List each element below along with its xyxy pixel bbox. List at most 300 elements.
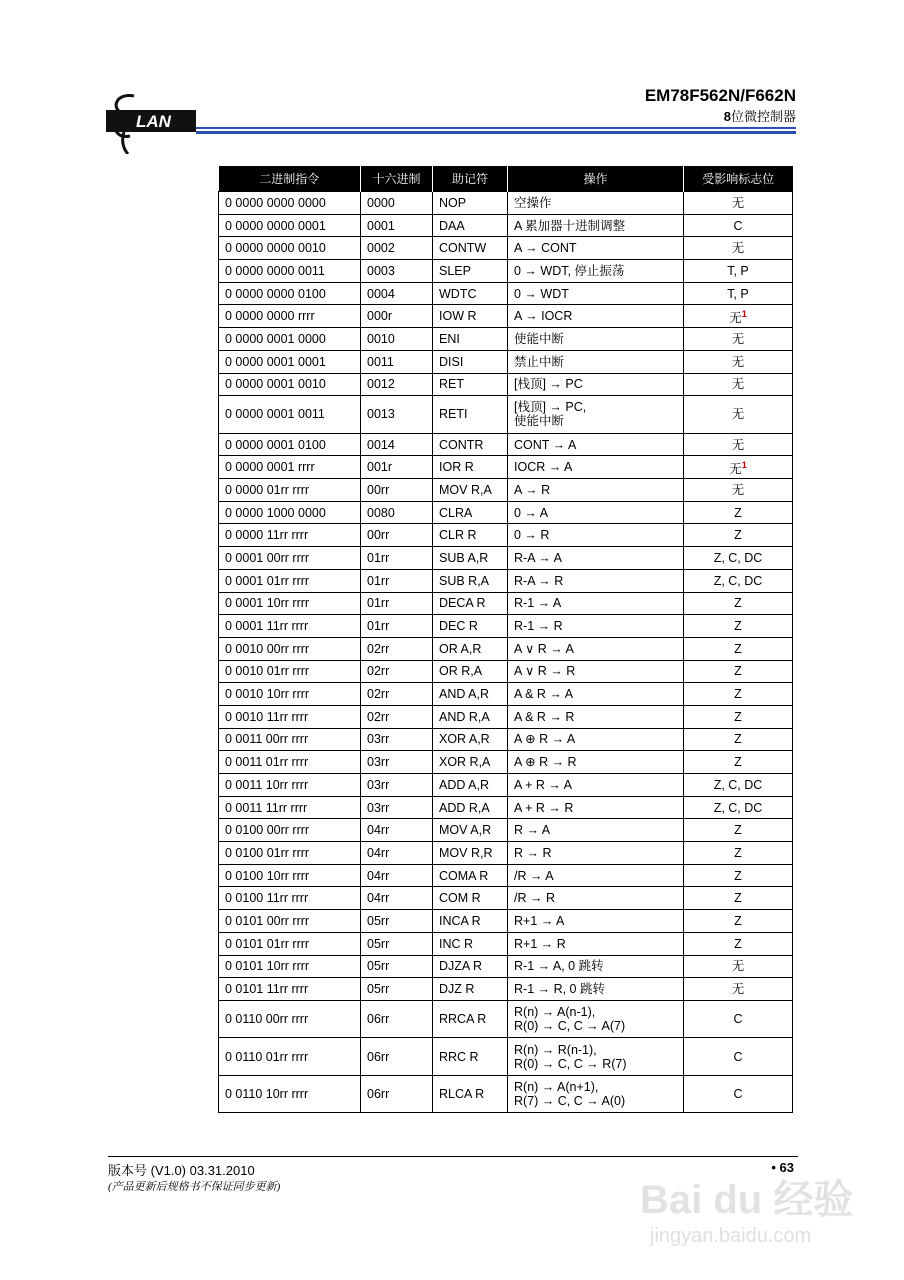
mnemonic-cell (433, 396, 508, 434)
mnemonic-cell (433, 774, 508, 797)
flags-cell-text: Z, C, DC (713, 550, 763, 565)
operation-cell-text: [栈顶] → PC, 使能中断 (514, 400, 587, 429)
update-note: (产品更新后规格书不保证同步更新) (108, 1181, 281, 1193)
operation-cell (508, 373, 684, 396)
binary-cell (219, 615, 361, 638)
hex-cell (361, 433, 433, 456)
mnemonic-cell (433, 260, 508, 283)
mnemonic-cell (433, 524, 508, 547)
flags-cell-text: Z (734, 528, 742, 543)
table-row (219, 864, 793, 887)
binary-cell (219, 887, 361, 910)
hex-cell (361, 637, 433, 660)
mnemonic-cell-text: IOR R (439, 460, 474, 475)
mnemonic-cell-text: COMA R (439, 868, 489, 883)
operation-cell-text: A ⊕ R → R (514, 755, 577, 770)
flags-cell-text: C (733, 218, 743, 233)
hex-cell-text: 05rr (367, 982, 390, 997)
operation-cell (508, 728, 684, 751)
flags-cell (684, 796, 793, 819)
mnemonic-cell (433, 328, 508, 351)
hex-cell (361, 456, 433, 479)
operation-cell (508, 328, 684, 351)
svg-text:LAN: LAN (136, 112, 171, 131)
binary-cell (219, 456, 361, 479)
binary-cell-text: 0 0100 01rr rrrr (225, 845, 310, 860)
flags-cell (684, 683, 793, 706)
binary-cell-text: 0 0101 11rr rrrr (225, 982, 309, 997)
binary-cell-text: 0 0000 11rr rrrr (225, 528, 309, 543)
operation-cell (508, 237, 684, 260)
operation-cell-text: R-1 → A, 0 跳转 (514, 959, 604, 974)
binary-cell-text: 0 0110 01rr rrrr (225, 1049, 309, 1064)
table-row (219, 932, 793, 955)
page-number: • 63 (771, 1160, 794, 1175)
flags-cell (684, 350, 793, 373)
operation-cell-text: 0 → R (514, 528, 550, 543)
operation-cell-text: A ∨ R → A (514, 641, 574, 656)
hex-cell (361, 1038, 433, 1076)
hex-cell-text: 02rr (367, 709, 390, 724)
flags-cell-text: 无 (731, 354, 745, 369)
binary-cell (219, 1075, 361, 1113)
flags-cell (684, 728, 793, 751)
header-rule (196, 127, 796, 129)
binary-cell (219, 501, 361, 524)
col-mnemonic: 助记符 (433, 166, 508, 192)
hex-cell (361, 705, 433, 728)
operation-cell-text: R → R (514, 845, 552, 860)
operation-cell (508, 842, 684, 865)
operation-cell (508, 660, 684, 683)
table-row (219, 978, 793, 1001)
binary-cell-text: 0 0010 00rr rrrr (225, 641, 310, 656)
hex-cell-text: 01rr (367, 573, 390, 588)
doc-subtitle (724, 106, 796, 125)
flags-cell (684, 305, 793, 328)
flags-cell (684, 615, 793, 638)
flags-cell (684, 373, 793, 396)
hex-cell-text: 0001 (367, 218, 395, 233)
table-row (219, 396, 793, 434)
flags-cell (684, 260, 793, 283)
flags-cell (684, 328, 793, 351)
binary-cell-text: 0 0000 0000 0100 (225, 286, 326, 301)
operation-cell (508, 501, 684, 524)
version-text: 版本号 (V1.0) 03.31.2010 (108, 1163, 255, 1178)
flags-cell (684, 237, 793, 260)
mnemonic-cell (433, 479, 508, 502)
binary-cell-text: 0 0000 0000 0011 (225, 263, 325, 278)
table-row (219, 887, 793, 910)
flags-cell-text: 无 (731, 377, 745, 392)
watermark-brand: Bai du 经验 (640, 1178, 854, 1222)
mnemonic-cell (433, 214, 508, 237)
table-row (219, 524, 793, 547)
col-hex: 十六进制 (361, 166, 433, 192)
flags-cell (684, 501, 793, 524)
binary-cell (219, 373, 361, 396)
mnemonic-cell (433, 660, 508, 683)
mnemonic-cell (433, 978, 508, 1001)
mnemonic-cell-text: MOV R,R (439, 845, 493, 860)
binary-cell-text: 0 0010 11rr rrrr (225, 709, 309, 724)
mnemonic-cell (433, 637, 508, 660)
flags-cell-text: C (733, 1012, 743, 1027)
flags-cell (684, 214, 793, 237)
binary-cell (219, 955, 361, 978)
table-row (219, 1075, 793, 1113)
table-row (219, 433, 793, 456)
hex-cell-text: 04rr (367, 868, 390, 883)
flags-cell-text: Z, C, DC (713, 777, 763, 792)
binary-cell-text: 0 0100 11rr rrrr (225, 891, 309, 906)
operation-cell-text: A & R → R (514, 709, 575, 724)
mnemonic-cell-text: INCA R (439, 913, 481, 928)
hex-cell-text: 03rr (367, 777, 390, 792)
col-binary: 二进制指令 (219, 166, 361, 192)
hex-cell (361, 1000, 433, 1038)
binary-cell-text: 0 0101 01rr rrrr (225, 936, 310, 951)
mnemonic-cell-text: WDTC (439, 286, 477, 301)
operation-cell (508, 819, 684, 842)
flags-cell-text: 无 (731, 482, 745, 497)
binary-cell-text: 0 0000 0001 0100 (225, 437, 326, 452)
binary-cell-text: 0 0101 10rr rrrr (225, 959, 310, 974)
flags-cell (684, 282, 793, 305)
operation-cell-text: R-1 → R (514, 619, 563, 634)
hex-cell-text: 04rr (367, 823, 390, 838)
binary-cell (219, 978, 361, 1001)
operation-cell (508, 214, 684, 237)
operation-cell-text: /R → A (514, 868, 554, 883)
hex-cell-text: 03rr (367, 755, 390, 770)
mnemonic-cell-text: ADD R,A (439, 800, 490, 815)
operation-cell (508, 615, 684, 638)
mnemonic-cell (433, 615, 508, 638)
mnemonic-cell (433, 864, 508, 887)
hex-cell-text: 05rr (367, 913, 390, 928)
binary-cell (219, 192, 361, 215)
mnemonic-cell-text: SLEP (439, 263, 471, 278)
mnemonic-cell-text: RRC R (439, 1049, 479, 1064)
mnemonic-cell-text: OR R,A (439, 664, 483, 679)
hex-cell (361, 350, 433, 373)
mnemonic-cell (433, 373, 508, 396)
hex-cell (361, 569, 433, 592)
binary-cell (219, 396, 361, 434)
hex-cell (361, 260, 433, 283)
mnemonic-cell (433, 456, 508, 479)
operation-cell-text: R+1 → R (514, 936, 566, 951)
binary-cell-text: 0 0000 0000 rrrr (225, 309, 315, 324)
table-row (219, 456, 793, 479)
flags-cell (684, 1000, 793, 1038)
table-row (219, 547, 793, 570)
operation-cell-text: A 累加器十进制调整 (514, 218, 626, 233)
binary-cell (219, 910, 361, 933)
binary-cell-text: 0 0000 0000 0000 (225, 195, 326, 210)
hex-cell-text: 0002 (367, 241, 395, 256)
operation-cell (508, 433, 684, 456)
operation-cell (508, 932, 684, 955)
flags-cell-text: 无 (731, 437, 745, 452)
flags-cell (684, 932, 793, 955)
mnemonic-cell-text: COM R (439, 891, 481, 906)
mnemonic-cell (433, 501, 508, 524)
binary-cell-text: 0 0011 01rr rrrr (225, 755, 309, 770)
binary-cell-text: 0 0000 0000 0001 (225, 218, 326, 233)
operation-cell (508, 350, 684, 373)
col-flags: 受影响标志位 (684, 166, 793, 192)
mnemonic-cell-text: SUB A,R (439, 550, 489, 565)
operation-cell-text: 0 → WDT (514, 286, 569, 301)
operation-cell (508, 396, 684, 434)
operation-cell-text: 0 → A (514, 505, 549, 520)
flags-cell (684, 524, 793, 547)
mnemonic-cell (433, 910, 508, 933)
mnemonic-cell-text: CLR R (439, 528, 477, 543)
hex-cell (361, 751, 433, 774)
binary-cell-text: 0 0101 00rr rrrr (225, 913, 310, 928)
flags-cell (684, 433, 793, 456)
hex-cell-text: 06rr (367, 1012, 390, 1027)
flags-cell (684, 842, 793, 865)
operation-cell (508, 978, 684, 1001)
operation-cell-text: R(n) → R(n-1), R(0) → C, C → R(7) (514, 1042, 627, 1071)
elan-logo (106, 92, 198, 154)
mnemonic-cell-text: ENI (439, 331, 460, 346)
binary-cell-text: 0 0000 0000 0010 (225, 241, 326, 256)
binary-cell (219, 864, 361, 887)
binary-cell (219, 479, 361, 502)
mnemonic-cell (433, 433, 508, 456)
mnemonic-cell-text: INC R (439, 936, 474, 951)
hex-cell-text: 000r (367, 309, 393, 324)
operation-cell (508, 864, 684, 887)
operation-cell-text: 0 → WDT, 停止振荡 (514, 263, 625, 278)
operation-cell-text: A → IOCR (514, 309, 573, 324)
binary-cell (219, 547, 361, 570)
flags-cell (684, 705, 793, 728)
mnemonic-cell (433, 350, 508, 373)
binary-cell-text: 0 0011 10rr rrrr (225, 777, 309, 792)
col-operation: 操作 (508, 166, 684, 192)
watermark-url: jingyan.baidu.com (650, 1225, 812, 1247)
operation-cell-text: 空操作 (514, 195, 552, 210)
flags-cell-text: Z (734, 936, 742, 951)
mnemonic-cell (433, 796, 508, 819)
operation-cell (508, 1038, 684, 1076)
flags-cell-text: 无 (729, 462, 742, 477)
table-row (219, 774, 793, 797)
operation-cell-text: /R → R (514, 891, 555, 906)
header-rule-thick (196, 131, 796, 134)
binary-cell-text: 0 0001 01rr rrrr (225, 573, 310, 588)
hex-cell (361, 842, 433, 865)
table-row (219, 373, 793, 396)
binary-cell (219, 774, 361, 797)
operation-cell-text: A → R (514, 482, 551, 497)
operation-cell-text: R+1 → A (514, 913, 565, 928)
operation-cell (508, 637, 684, 660)
hex-cell-text: 02rr (367, 641, 390, 656)
hex-cell-text: 02rr (367, 664, 390, 679)
mnemonic-cell-text: RETI (439, 407, 468, 422)
mnemonic-cell-text: AND A,R (439, 687, 490, 702)
hex-cell-text: 0013 (367, 407, 395, 422)
hex-cell-text: 00rr (367, 482, 390, 497)
hex-cell-text: 03rr (367, 800, 390, 815)
binary-cell-text: 0 0010 01rr rrrr (225, 664, 310, 679)
flags-cell (684, 1075, 793, 1113)
operation-cell (508, 479, 684, 502)
operation-cell-text: R → A (514, 823, 551, 838)
hex-cell (361, 373, 433, 396)
binary-cell-text: 0 0000 0001 0011 (225, 407, 325, 422)
hex-cell-text: 01rr (367, 550, 390, 565)
table-header (219, 166, 793, 192)
operation-cell (508, 705, 684, 728)
flags-cell (684, 751, 793, 774)
flags-cell-text: Z (734, 868, 742, 883)
operation-cell-text: 使能中断 (514, 331, 565, 346)
binary-cell (219, 350, 361, 373)
mnemonic-cell (433, 842, 508, 865)
operation-cell (508, 683, 684, 706)
operation-cell (508, 751, 684, 774)
hex-cell-text: 05rr (367, 936, 390, 951)
binary-cell (219, 751, 361, 774)
binary-cell-text: 0 0000 1000 0000 (225, 505, 326, 520)
table-row (219, 328, 793, 351)
flags-cell-text: Z (734, 823, 742, 838)
binary-cell (219, 932, 361, 955)
table-row (219, 501, 793, 524)
flags-cell (684, 479, 793, 502)
operation-cell-text: R-A → A (514, 550, 562, 565)
hex-cell-text: 01rr (367, 619, 390, 634)
mnemonic-cell-text: CONTW (439, 241, 487, 256)
binary-cell-text: 0 0001 10rr rrrr (225, 596, 310, 611)
flags-cell-text: 无 (731, 195, 745, 210)
mnemonic-cell-text: OR A,R (439, 641, 482, 656)
operation-cell-text: A ∨ R → R (514, 664, 576, 679)
table-row (219, 842, 793, 865)
hex-cell-text: 04rr (367, 891, 390, 906)
binary-cell (219, 214, 361, 237)
table-row (219, 705, 793, 728)
binary-cell (219, 328, 361, 351)
hex-cell-text: 06rr (367, 1087, 390, 1102)
flags-cell (684, 978, 793, 1001)
binary-cell (219, 1038, 361, 1076)
hex-cell (361, 932, 433, 955)
operation-cell (508, 955, 684, 978)
hex-cell (361, 479, 433, 502)
operation-cell (508, 774, 684, 797)
mnemonic-cell (433, 751, 508, 774)
binary-cell (219, 796, 361, 819)
flags-cell (684, 592, 793, 615)
flags-cell (684, 660, 793, 683)
binary-cell-text: 0 0000 0001 0010 (225, 377, 326, 392)
hex-cell (361, 660, 433, 683)
binary-cell (219, 569, 361, 592)
operation-cell-text: A & R → A (514, 687, 574, 702)
mnemonic-cell (433, 932, 508, 955)
mnemonic-cell (433, 683, 508, 706)
mnemonic-cell-text: DJZA R (439, 959, 483, 974)
flags-cell-text: Z (734, 913, 742, 928)
binary-cell (219, 660, 361, 683)
operation-cell (508, 456, 684, 479)
hex-cell-text: 0003 (367, 263, 395, 278)
mnemonic-cell-text: RET (439, 377, 464, 392)
mnemonic-cell (433, 569, 508, 592)
table-row (219, 910, 793, 933)
table-row (219, 796, 793, 819)
flags-cell-text: 无 (731, 407, 745, 422)
mnemonic-cell (433, 955, 508, 978)
binary-cell-text: 0 0110 00rr rrrr (225, 1012, 309, 1027)
mnemonic-cell (433, 887, 508, 910)
operation-cell-text: CONT → A (514, 437, 577, 452)
footnote-marker: 1 (741, 460, 747, 471)
footnote-marker: 1 (741, 309, 747, 320)
flags-cell-text: Z (734, 641, 742, 656)
table-row (219, 819, 793, 842)
hex-cell (361, 547, 433, 570)
flags-cell (684, 819, 793, 842)
mnemonic-cell (433, 237, 508, 260)
flags-cell-text: Z (734, 505, 742, 520)
hex-cell-text: 0080 (367, 505, 395, 520)
table-row (219, 260, 793, 283)
binary-cell-text: 0 0001 00rr rrrr (225, 550, 310, 565)
binary-cell (219, 728, 361, 751)
binary-cell-text: 0 0100 10rr rrrr (225, 868, 310, 883)
operation-cell (508, 547, 684, 570)
mnemonic-cell-text: XOR A,R (439, 732, 490, 747)
binary-cell (219, 819, 361, 842)
hex-cell (361, 774, 433, 797)
table-row (219, 955, 793, 978)
mnemonic-cell-text: CONTR (439, 437, 484, 452)
flags-cell-text: 无 (729, 311, 742, 326)
table-row (219, 237, 793, 260)
binary-cell (219, 705, 361, 728)
flags-cell (684, 192, 793, 215)
hex-cell-text: 00rr (367, 528, 390, 543)
hex-cell (361, 864, 433, 887)
flags-cell (684, 637, 793, 660)
hex-cell (361, 910, 433, 933)
operation-cell (508, 569, 684, 592)
flags-cell-text: Z (734, 687, 742, 702)
mnemonic-cell-text: RLCA R (439, 1087, 485, 1102)
operation-cell (508, 524, 684, 547)
flags-cell-text: T, P (727, 286, 749, 301)
table-row (219, 282, 793, 305)
flags-cell-text: Z, C, DC (713, 800, 763, 815)
table-row (219, 660, 793, 683)
operation-cell-text: [栈顶] → PC (514, 377, 583, 392)
mnemonic-cell (433, 282, 508, 305)
operation-cell (508, 592, 684, 615)
flags-cell (684, 864, 793, 887)
mnemonic-cell (433, 705, 508, 728)
